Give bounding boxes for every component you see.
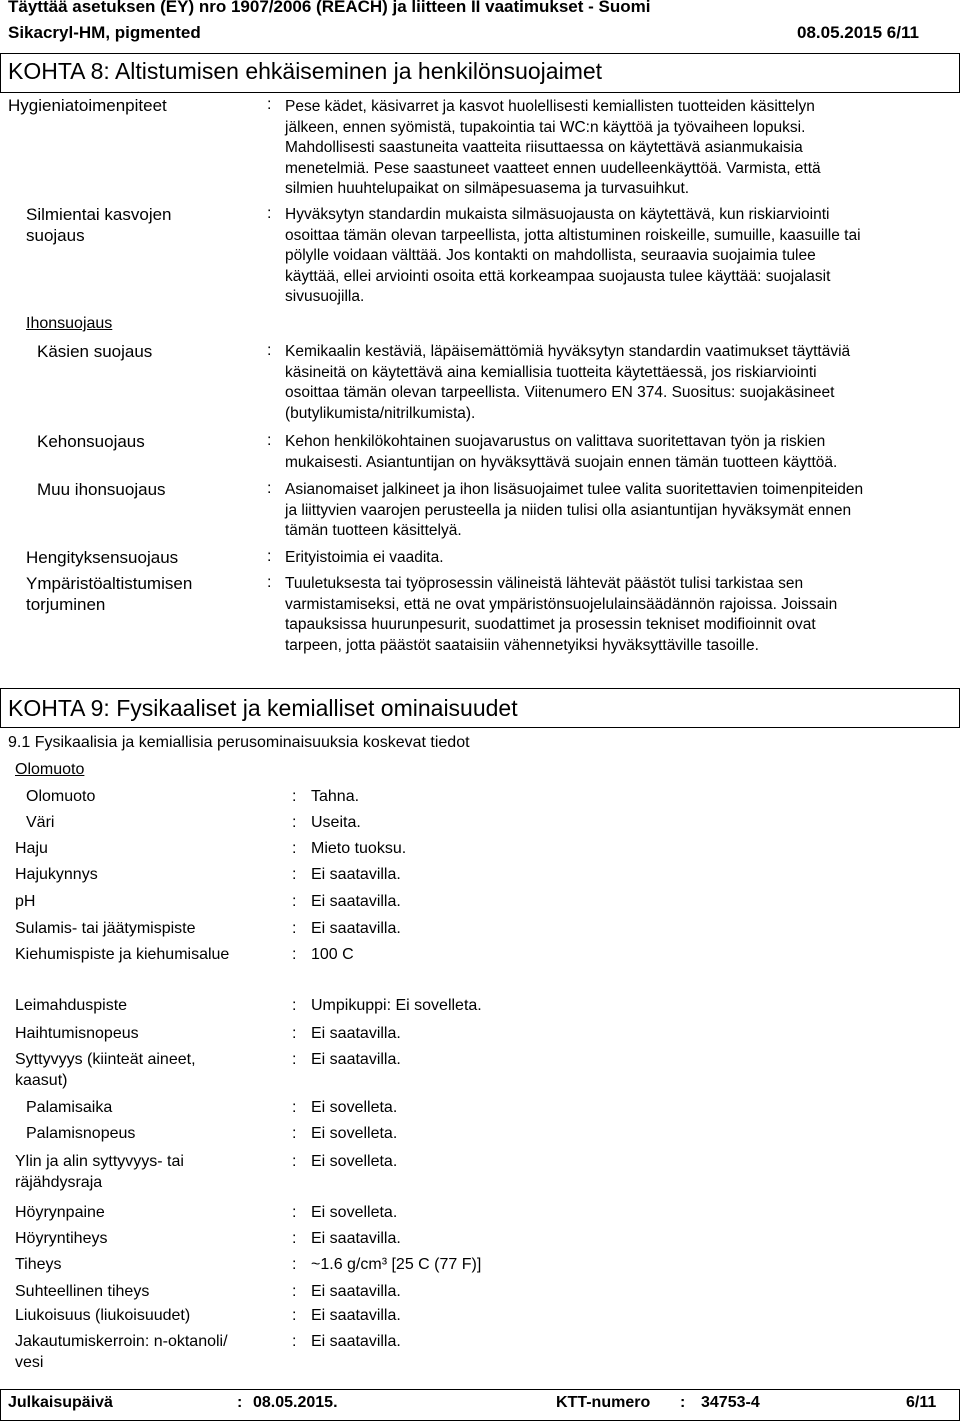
text-line: Pese kädet, käsivarret ja kasvot huolellisesti kemiallisten tuotteiden käsittelyn: [285, 98, 815, 115]
text-line: osoittaa tämän olevan tarpeellista. Viitenumero EN 374. Suositus: suojakäsineet: [285, 384, 835, 402]
colon: :: [292, 1283, 297, 1300]
prop-label-cont: kaasut): [15, 1072, 68, 1089]
prop-label: Syttyvyys (kiinteät aineet,: [15, 1051, 196, 1068]
colon: :: [267, 432, 272, 449]
issue-date: 08.05.2015.: [253, 1394, 338, 1411]
respiratory-text: [285, 548, 950, 569]
prop-value: Umpikuppi: Ei sovelleta.: [311, 997, 482, 1014]
text-line: osoittaa tämän olevan tarpeellista, jotta altistuminen roiskeille, sumuille, kaasuille tai: [285, 226, 861, 244]
colon: :: [292, 920, 297, 937]
text-line: (butylikumista/nitrilkumista).: [285, 404, 476, 422]
prop-value: Ei saatavilla.: [311, 866, 401, 883]
prop-value: Ei sovelleta.: [311, 1099, 398, 1116]
regulation-header: Täyttää asetuksen (EY) nro 1907/2006 (REACH) ja liitteen II vaatimukset - Suomi: [8, 0, 651, 16]
text-line: käyttää, ellei arviointi osoita että korkeampaa suojausta tulee käyttää: suojalasit: [285, 267, 831, 285]
text-line: silmien huuhtelupaikat on silmäpesuasema ja turvasuihkut.: [285, 180, 690, 198]
prop-value: Ei saatavilla.: [311, 1230, 401, 1247]
colon: :: [267, 480, 272, 497]
prop-label: Haju: [15, 840, 48, 857]
prop-value: Ei saatavilla.: [311, 1307, 401, 1324]
prop-label: Tiheys: [15, 1256, 62, 1273]
text-line: käsineitä on käytettävä aina kemiallisia tuotteita käytettäessä, jos riskiarviointi: [285, 363, 817, 381]
prop-label: Liukoisuus (liukoisuudet): [15, 1307, 191, 1324]
text-line: jälkeen, ennen syömistä, tupakointia tai WC:n käyttöä ja työvaiheen lopuksi.: [285, 118, 806, 136]
section-9-title: KOHTA 9: Fysikaaliset ja kemialliset ominaisuudet: [8, 695, 518, 721]
appearance-heading: Olomuoto: [15, 761, 85, 778]
colon: :: [292, 1230, 297, 1247]
colon: :: [237, 1394, 243, 1411]
colon: :: [292, 1153, 297, 1170]
colon: :: [292, 997, 297, 1014]
prop-label: Ylin ja alin syttyvyys- tai: [15, 1153, 184, 1170]
prop-value: Mieto tuoksu.: [311, 840, 407, 857]
environment-label-2: torjuminen: [26, 595, 106, 614]
other-skin-text: [285, 480, 950, 542]
prop-label: Hajukynnys: [15, 866, 98, 883]
colon: :: [292, 814, 297, 831]
prop-label: Olomuoto: [26, 788, 96, 805]
hygiene-label: Hygieniatoimenpiteet: [8, 96, 167, 115]
colon: :: [292, 1025, 297, 1042]
environment-text: [285, 574, 950, 656]
text-line: ja liittyvien vaarojen perusteella ja niiden tulisi olla asiantuntijan hyväksymät ennen: [285, 501, 852, 519]
prop-value: Ei sovelleta.: [311, 1125, 398, 1142]
text-line: sivusuojilla.: [285, 288, 365, 306]
page-number: 6/11: [906, 1394, 937, 1411]
eye-label-1: Silmientai kasvojen: [26, 205, 172, 224]
prop-value: Useita.: [311, 814, 361, 831]
colon: :: [292, 1333, 297, 1350]
text-line: tarpeen, jotta päästöt saataisiin vähennetyiksi hyväksyttäville tasoille.: [285, 636, 759, 654]
text-line: tapauksissa huurunpesurit, suodattimet ja prosessin tekniset modifioinnit ovat: [285, 616, 816, 634]
text-line: varmistamiseksi, että ne ovat ympäristönsuojelulainsäädännön rajoissa. Joissain: [285, 595, 838, 613]
footer: [0, 1389, 960, 1421]
prop-label: Höyryntiheys: [15, 1230, 108, 1247]
prop-value: Ei saatavilla.: [311, 1333, 401, 1350]
prop-value: Ei sovelleta.: [311, 1204, 398, 1221]
colon: :: [292, 1125, 297, 1142]
section-8-title: KOHTA 8: Altistumisen ehkäiseminen ja henkilönsuojaimet: [8, 58, 603, 84]
prop-label: pH: [15, 893, 36, 910]
colon: :: [292, 946, 297, 963]
prop-value: Tahna.: [311, 788, 360, 805]
prop-value: Ei sovelleta.: [311, 1153, 398, 1170]
text-line: Hyväksytyn standardin mukaista silmäsuojausta on käytettävä, kun riskiarviointi: [285, 206, 830, 223]
text-line: Mahdollisesti saastuneita vaatteita riisuttaessa on käytettävä asianmukaisia: [285, 139, 803, 157]
prop-label: Sulamis- tai jäätymispiste: [15, 920, 196, 937]
prop-value: Ei saatavilla.: [311, 1283, 401, 1300]
prop-label: Jakautumiskerroin: n-oktanoli/: [15, 1333, 228, 1350]
issue-date-label: Julkaisupäivä: [8, 1394, 113, 1411]
colon: :: [267, 548, 272, 565]
text-line: Kemikaalin kestäviä, läpäisemättömiä hyväksytyn standardin vaatimukset täyttäviä: [285, 343, 851, 360]
section-9-header: [0, 688, 960, 728]
colon: :: [292, 1204, 297, 1221]
prop-label: Väri: [26, 814, 55, 831]
body-label: Kehonsuojaus: [37, 432, 145, 451]
hand-label: Käsien suojaus: [37, 342, 153, 361]
colon: :: [292, 1099, 297, 1116]
text-line: tämän tuotteen käsittelyä.: [285, 522, 462, 540]
other-skin-label: Muu ihonsuojaus: [37, 480, 166, 499]
colon: :: [680, 1394, 686, 1411]
prop-label: Kiehumispiste ja kiehumisalue: [15, 946, 230, 963]
prop-value: Ei saatavilla.: [311, 1051, 401, 1068]
prop-value: Ei saatavilla.: [311, 1025, 401, 1042]
eye-text: [285, 205, 950, 308]
colon: :: [267, 205, 272, 222]
colon: :: [267, 574, 272, 591]
prop-label-cont: vesi: [15, 1354, 44, 1371]
prop-label: Höyrynpaine: [15, 1204, 105, 1221]
text-line: pölylle voidaan välttää. Jos kontakti on mahdollista, seuraavia suojaimia tulee: [285, 247, 816, 265]
prop-label: Leimahduspiste: [15, 997, 128, 1014]
text-line: menetelmiä. Pese saastuneet vaatteet ennen uudelleenkäyttöä. Varmista, että: [285, 159, 821, 177]
prop-value: Ei saatavilla.: [311, 893, 401, 910]
text-line: Tuuletuksesta tai työprosessin välineistä lähtevät päästöt tulisi tarkistaa sen: [285, 575, 804, 592]
colon: :: [292, 1256, 297, 1273]
skin-heading: Ihonsuojaus: [26, 315, 113, 332]
prop-label-cont: räjähdysraja: [15, 1174, 103, 1191]
respiratory-label: Hengityksensuojaus: [26, 548, 179, 567]
hand-text: [285, 342, 950, 424]
prop-label: Haihtumisnopeus: [15, 1025, 139, 1042]
prop-value: 100 C: [311, 946, 354, 963]
product-name: Sikacryl-HM, pigmented: [8, 23, 201, 42]
colon: :: [292, 866, 297, 883]
body-text: [285, 432, 950, 473]
environment-label-1: Ympäristöaltistumisen: [26, 574, 193, 593]
colon: :: [292, 1051, 297, 1068]
colon: :: [292, 893, 297, 910]
prop-value: ~1.6 g/cm³ [25 C (77 F)]: [311, 1256, 482, 1273]
prop-label: Palamisaika: [26, 1099, 113, 1116]
colon: :: [267, 96, 272, 113]
colon: :: [292, 840, 297, 857]
date-page: 08.05.2015 6/11: [797, 23, 919, 42]
ktt-label: KTT-numero: [556, 1394, 651, 1411]
eye-label-2: suojaus: [26, 226, 85, 245]
colon: :: [267, 342, 272, 359]
colon: :: [292, 788, 297, 805]
prop-label: Palamisnopeus: [26, 1125, 136, 1142]
text-line: mukaisesti. Asiantuntijan on hyväksyttävä suojain ennen tämän tuotteen käyttöä.: [285, 453, 838, 471]
section-8-header: [0, 53, 960, 93]
section-9-subtitle: 9.1 Fysikaalisia ja kemiallisia perusominaisuuksia koskevat tiedot: [8, 734, 470, 751]
hygiene-text: [285, 97, 950, 200]
text-line: Erityistoimia ei vaadita.: [285, 549, 444, 566]
text-line: Kehon henkilökohtainen suojavarustus on valittava suoritettavan työn ja riskien: [285, 433, 826, 450]
colon: :: [292, 1307, 297, 1324]
text-line: Asianomaiset jalkineet ja ihon lisäsuojaimet tulee valita suoritettavien toimenpiteiden: [285, 481, 864, 498]
ktt-number: 34753-4: [701, 1394, 760, 1411]
prop-value: Ei saatavilla.: [311, 920, 401, 937]
prop-label: Suhteellinen tiheys: [15, 1283, 150, 1300]
